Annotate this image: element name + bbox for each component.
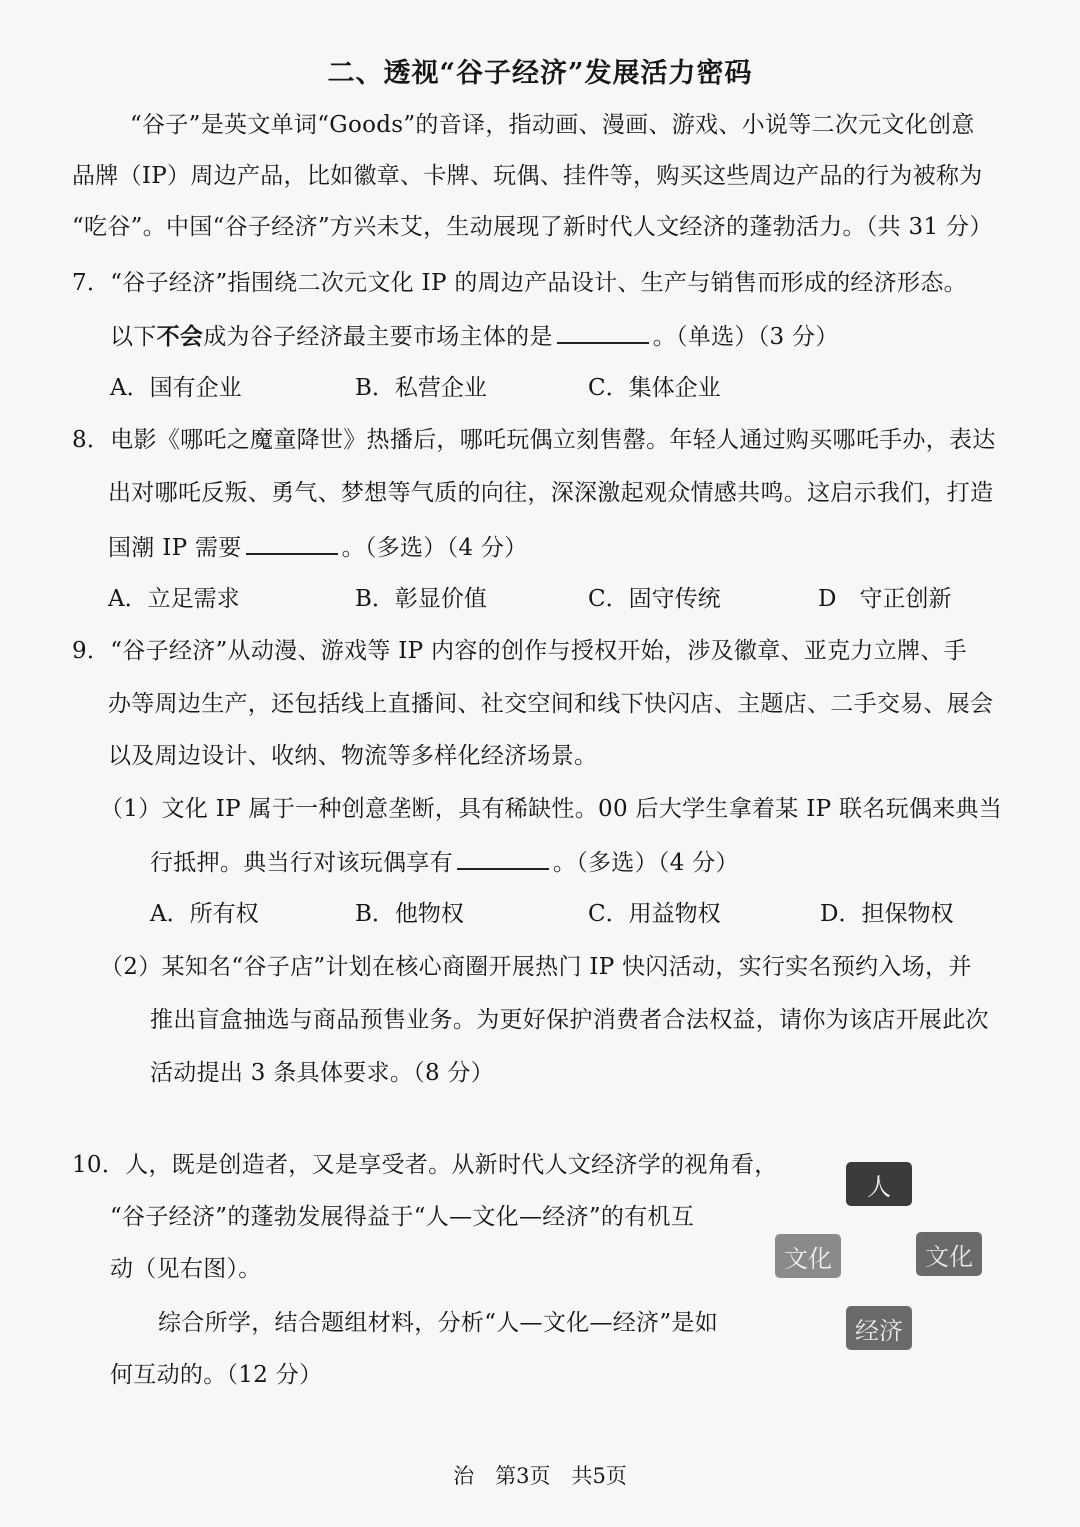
q8-option-c[interactable]: C．固守传统 bbox=[588, 586, 721, 612]
q9-stem-line-3: 以及周边设计、收纳、物流等多样化经济场景。 bbox=[108, 743, 598, 769]
q7-stem-line-2 bbox=[110, 320, 839, 352]
q9-sub2-line-3: 活动提出 3 条具体要求。（8 分） bbox=[150, 1060, 495, 1086]
q8-stem-line-3 bbox=[108, 531, 528, 563]
q7-stem-line-1: 7．“谷子经济”指围绕二次元文化 IP 的周边产品设计、生产与销售而形成的经济形态。 bbox=[72, 270, 967, 296]
q8-option-d[interactable]: D 守正创新 bbox=[818, 586, 952, 612]
diagram-node-economy: 经济 bbox=[846, 1306, 912, 1350]
q8-stem-line-1: 8．电影《哪吒之魔童降世》热播后，哪吒玩偶立刻售罄。年轻人通过购买哪吒手办，表达 bbox=[72, 427, 996, 453]
q7-text-after: 成为谷子经济最主要市场主体的是 bbox=[203, 324, 553, 350]
q10-stem-line-1: 10．人，既是创造者，又是享受者。从新时代人文经济学的视角看， bbox=[72, 1152, 778, 1178]
q8-answer-blank[interactable] bbox=[246, 531, 338, 555]
q9-sub1-text-tail: 。（多选）（4 分） bbox=[552, 850, 739, 876]
diagram-node-culture-right: 文化 bbox=[916, 1232, 982, 1276]
q9-sub1-answer-blank[interactable] bbox=[457, 846, 549, 870]
q10-stem-line-2: “谷子经济”的蓬勃发展得益于“人—文化—经济”的有机互 bbox=[110, 1204, 695, 1230]
section-title: 二、透视“谷子经济”发展活力密码 bbox=[327, 58, 753, 89]
intro-line-3: “吃谷”。中国“谷子经济”方兴未艾，生动展现了新时代人文经济的蓬勃活力。（共 31 分） bbox=[72, 214, 993, 240]
q8-text-before: 国潮 IP 需要 bbox=[108, 535, 242, 561]
q8-option-a[interactable]: A．立足需求 bbox=[108, 586, 240, 612]
q9-sub1-line-1: （1）文化 IP 属于一种创意垄断，具有稀缺性。00 后大学生拿着某 IP 联名玩偶来典当 bbox=[100, 796, 1003, 822]
q10-stem-line-3: 动（见右图）。 bbox=[110, 1256, 262, 1282]
q8-stem-line-2: 出对哪吒反叛、勇气、梦想等气质的向往，深深激起观众情感共鸣。这启示我们，打造 bbox=[108, 480, 994, 506]
diagram-node-culture-left: 文化 bbox=[775, 1234, 841, 1278]
page-footer: 治 第3页 共5页 bbox=[453, 1464, 627, 1488]
q9-sub1-line-2 bbox=[150, 846, 739, 878]
intro-line-1: “谷子”是英文单词“Goods”的音译，指动画、漫画、游戏、小说等二次元文化创意 bbox=[130, 112, 975, 138]
q7-option-a[interactable]: A．国有企业 bbox=[110, 375, 242, 401]
q7-option-c[interactable]: C．集体企业 bbox=[588, 375, 721, 401]
q9-sub2-line-1: （2）某知名“谷子店”计划在核心商圈开展热门 IP 快闪活动，实行实名预约入场，并 bbox=[100, 954, 972, 980]
diagram-node-human: 人 bbox=[846, 1162, 912, 1206]
q8-option-b[interactable]: B．彰显价值 bbox=[355, 586, 487, 612]
q10-stem-line-5: 何互动的。（12 分） bbox=[110, 1362, 323, 1388]
q7-text-tail: 。（单选）（3 分） bbox=[652, 324, 839, 350]
q9-sub1-option-c[interactable]: C．用益物权 bbox=[588, 901, 721, 927]
q9-stem-line-1: 9．“谷子经济”从动漫、游戏等 IP 内容的创作与授权开始，涉及徽章、亚克力立牌、手 bbox=[72, 638, 967, 664]
q9-sub2-line-2: 推出盲盒抽选与商品预售业务。为更好保护消费者合法权益，请你为该店开展此次 bbox=[150, 1007, 989, 1033]
q7-emphasis: 不会 bbox=[156, 323, 204, 350]
q8-text-tail: 。（多选）（4 分） bbox=[341, 535, 528, 561]
q9-sub1-option-d[interactable]: D．担保物权 bbox=[820, 901, 954, 927]
q9-sub1-option-a[interactable]: A．所有权 bbox=[150, 901, 259, 927]
q7-text-before: 以下 bbox=[110, 324, 157, 350]
q7-option-b[interactable]: B．私营企业 bbox=[355, 375, 487, 401]
q9-sub1-text-before: 行抵押。典当行对该玩偶享有 bbox=[150, 850, 453, 876]
q10-stem-line-4: 综合所学，结合题组材料，分析“人—文化—经济”是如 bbox=[158, 1310, 719, 1336]
intro-line-2: 品牌（IP）周边产品，比如徽章、卡牌、玩偶、挂件等，购买这些周边产品的行为被称为 bbox=[72, 163, 983, 189]
q9-sub1-option-b[interactable]: B．他物权 bbox=[355, 901, 464, 927]
q9-stem-line-2: 办等周边生产，还包括线上直播间、社交空间和线下快闪店、主题店、二手交易、展会 bbox=[108, 691, 994, 717]
q7-answer-blank[interactable] bbox=[557, 320, 649, 344]
